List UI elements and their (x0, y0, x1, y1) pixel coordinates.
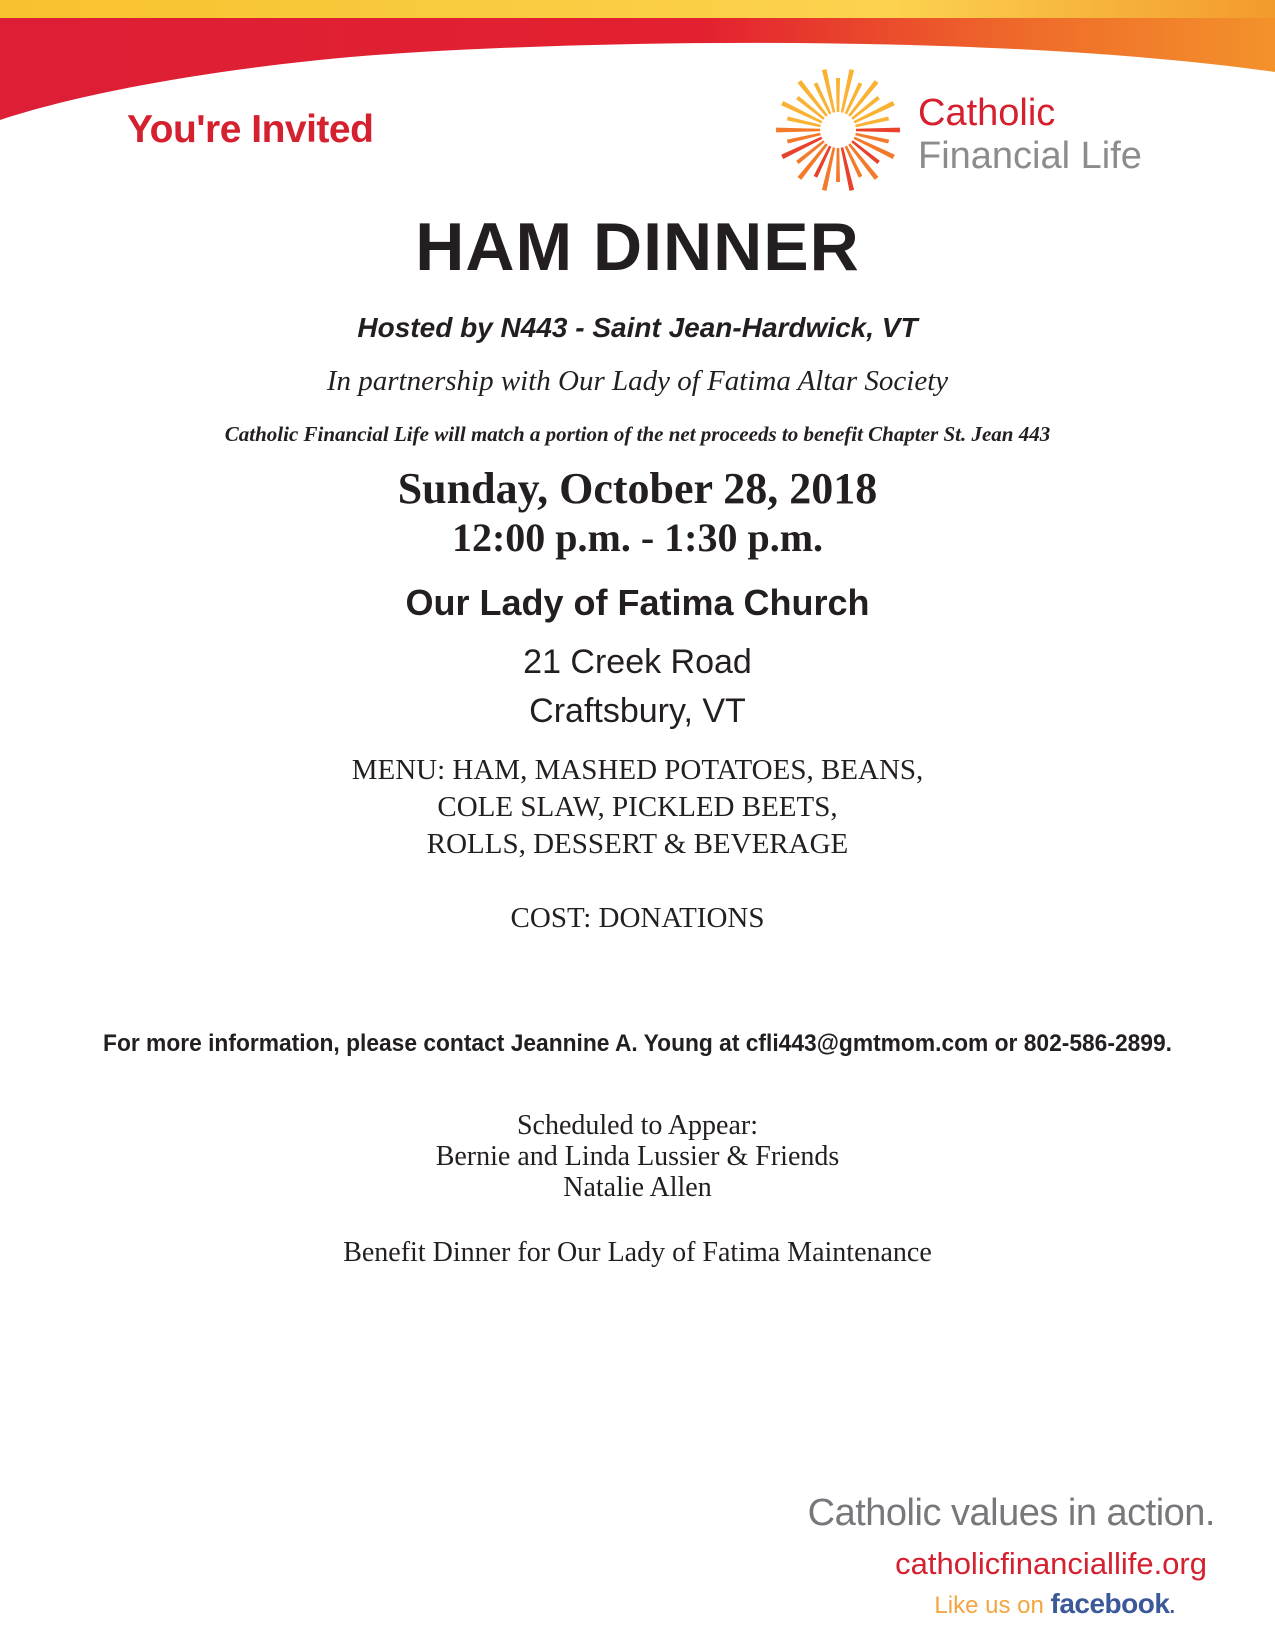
sunburst-ray (822, 69, 835, 113)
match-note: Catholic Financial Life will match a portion of the net proceeds to benefit Chapter St. Jean 443 (224, 422, 1051, 446)
address-street: 21 Creek Road (523, 643, 752, 681)
sunburst-logo-icon (772, 64, 904, 196)
sunburst-ray (856, 128, 900, 133)
benefit-line: Benefit Dinner for Our Lady of Fatima Maintenance (343, 1237, 932, 1268)
footer-tagline: Catholic values in action. (807, 1492, 1215, 1534)
facebook-like[interactable] (934, 1588, 1175, 1620)
event-date: Sunday, October 28, 2018 (397, 464, 878, 513)
sunburst-ray (836, 148, 840, 182)
menu-line: COLE SLAW, PICKLED BEETS, (437, 791, 838, 823)
appearances-block (0, 1110, 1275, 1203)
facebook-dot: . (1169, 1596, 1175, 1618)
venue-name: Our Lady of Fatima Church (405, 582, 870, 623)
page-title: HAM DINNER (415, 209, 860, 285)
brand-logo (918, 92, 1142, 178)
performer: Natalie Allen (563, 1172, 712, 1203)
logo-line-1: Catholic (918, 92, 1056, 134)
like-us-label: Like us on (934, 1592, 1044, 1619)
menu-line: MENU: HAM, MASHED POTATOES, BEANS, (351, 754, 924, 786)
sunburst-ray (836, 78, 840, 112)
menu-line: ROLLS, DESSERT & BEVERAGE (426, 828, 849, 860)
sunburst-ray (841, 69, 854, 113)
website-link[interactable]: catholicfinanciallife.org (895, 1546, 1207, 1581)
invited-heading: You're Invited (127, 108, 374, 151)
sunburst-ray (841, 147, 854, 191)
logo-line-2: Financial Life (918, 135, 1142, 177)
host-line: Hosted by N443 - Saint Jean-Hardwick, VT (357, 312, 918, 343)
cost-line: COST: DONATIONS (510, 902, 765, 934)
address-city: Craftsbury, VT (529, 692, 746, 730)
sunburst-ray (822, 147, 835, 191)
sunburst-ray (776, 128, 820, 133)
contact-info: For more information, please contact Jeannine A. Young at cfli443@gmtmom.com or 802-586-2899. (103, 1030, 1172, 1057)
performer: Bernie and Linda Lussier & Friends (435, 1141, 840, 1172)
event-time: 12:00 p.m. - 1:30 p.m. (451, 515, 824, 560)
appearances-heading: Scheduled to Appear: (516, 1110, 759, 1141)
menu-block (0, 752, 1275, 863)
partnership-line: In partnership with Our Lady of Fatima Altar Society (326, 365, 949, 397)
facebook-wordmark: facebook (1050, 1588, 1170, 1619)
